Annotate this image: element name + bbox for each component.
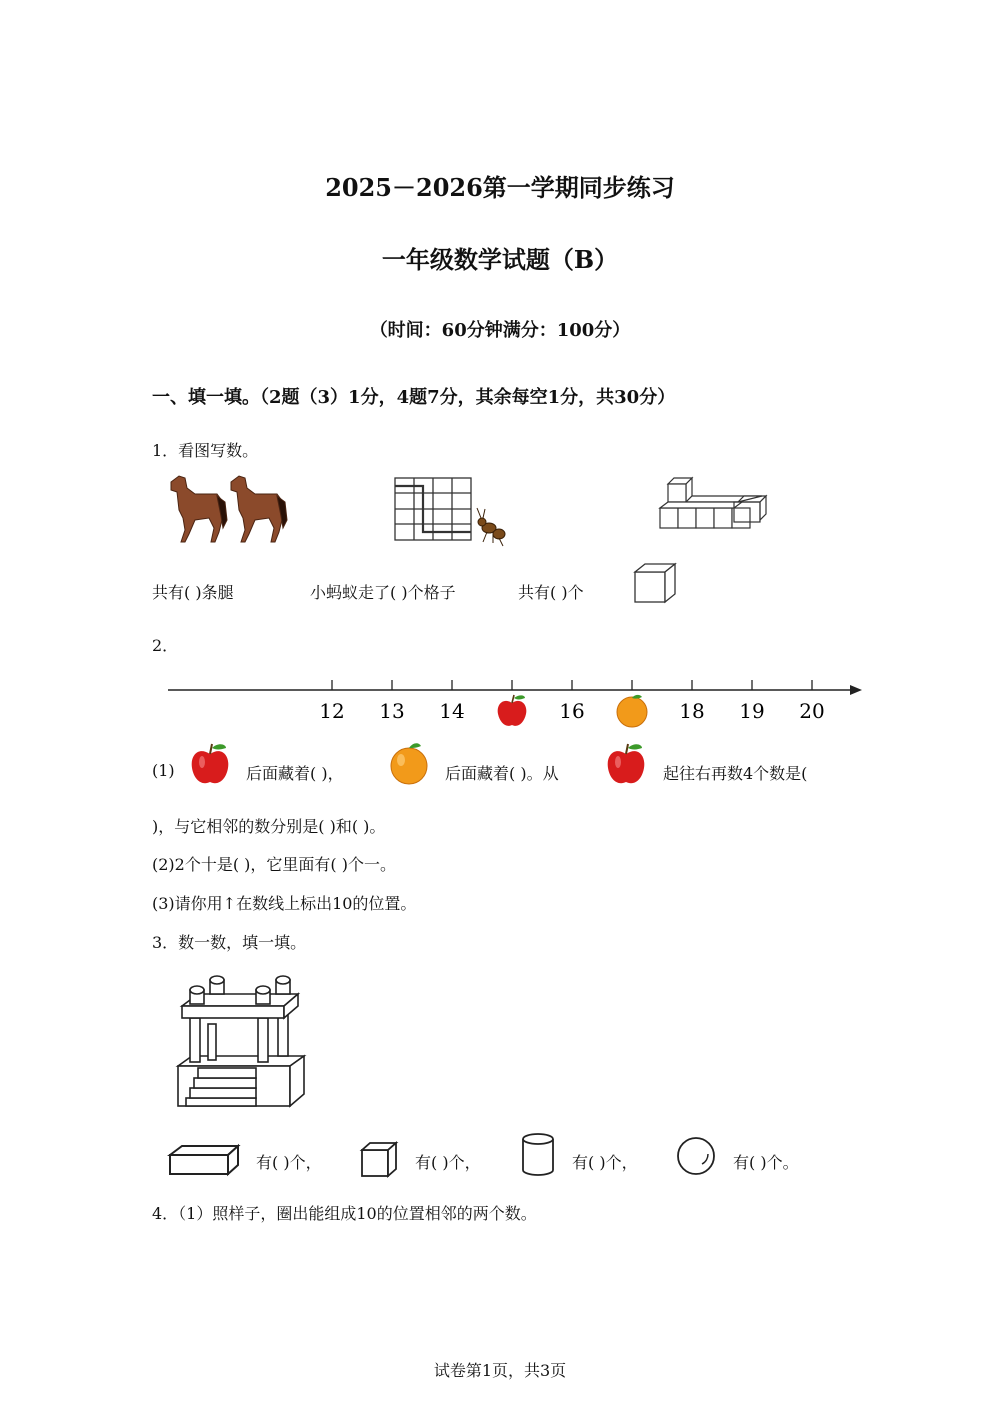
question-4-label: 4．（1）照样子，圈出能组成10的位置相邻的两个数。 (152, 1204, 537, 1223)
exam-info: （时间：60分钟满分：100分） (369, 320, 631, 341)
cube-icon (360, 1141, 398, 1179)
block-building-figure (172, 966, 312, 1116)
question-2-label: 2． (152, 636, 179, 655)
apple-icon (498, 695, 527, 726)
question-1-label: 1．看图写数。 (152, 441, 259, 460)
exam-subtitle: 一年级数学试题（B） (381, 245, 619, 274)
horse-icon (165, 472, 290, 547)
number-line-label: 13 (379, 699, 405, 723)
number-line-label: 18 (679, 699, 705, 723)
page-footer: 试卷第1页，共3页 (433, 1361, 567, 1380)
section-heading: 一、填一填。（2题（3）1分，4题7分，其余每空1分，共30分） (152, 387, 676, 408)
fill-after-orange[interactable]: 后面藏着( )。从 (445, 764, 559, 783)
q2-part2[interactable]: (2)2个十是( )，它里面有( )个一。 (152, 855, 396, 874)
number-line-label: 16 (559, 699, 585, 723)
orange-icon (387, 742, 432, 786)
exam-title: 2025－2026第一学期同步练习 (325, 173, 675, 202)
cuboid-icon (168, 1143, 243, 1177)
fill-cube-count[interactable]: 共有( )个 (518, 583, 584, 602)
fill-cube-count-2[interactable]: 有( )个， (415, 1153, 481, 1172)
fill-sphere-count[interactable]: 有( )个。 (733, 1153, 799, 1172)
q2-part1-label: (1) (152, 761, 175, 780)
cube-stack-figure (658, 478, 768, 533)
fill-after-apple[interactable]: 后面藏着( )， (246, 764, 344, 783)
fill-cuboid-count[interactable]: 有( )个， (256, 1153, 322, 1172)
question-3-label: 3．数一数，填一填。 (152, 933, 307, 952)
number-line (0, 670, 1000, 740)
fill-neighbors[interactable]: )，与它相邻的数分别是( )和( )。 (152, 817, 386, 836)
number-line-label: 19 (739, 699, 765, 723)
orange-icon (617, 695, 647, 727)
cylinder-icon (520, 1132, 556, 1178)
fill-count-right[interactable]: 起往右再数4个数是( (663, 764, 808, 783)
fill-cylinder-count[interactable]: 有( )个， (572, 1153, 638, 1172)
number-line-label: 20 (799, 699, 825, 723)
cube-icon (633, 562, 678, 606)
sphere-icon (676, 1136, 718, 1176)
ant-icon (477, 508, 505, 546)
q2-part3: (3)请你用↑在数线上标出10的位置。 (152, 894, 417, 913)
grid-path-figure (393, 476, 518, 551)
number-line-label: 12 (319, 699, 345, 723)
apple-icon (604, 742, 649, 786)
apple-icon (188, 742, 233, 786)
fill-ant-grids[interactable]: 小蚂蚁走了( )个格子 (310, 583, 456, 602)
fill-horse-legs[interactable]: 共有( )条腿 (152, 583, 234, 602)
number-line-label: 14 (439, 699, 465, 723)
